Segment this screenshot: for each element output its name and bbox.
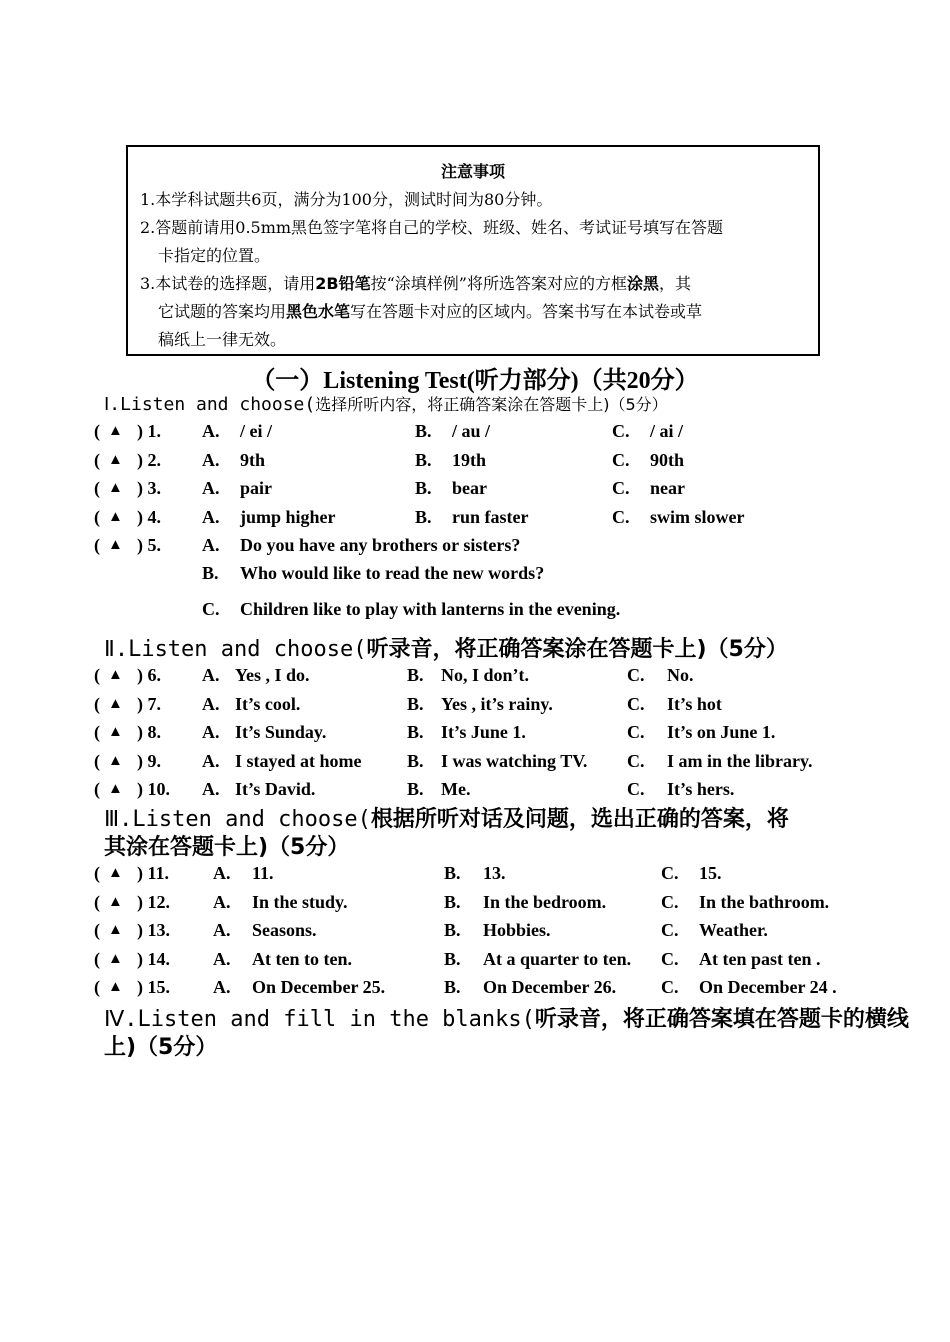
notice-title: 注意事项 <box>440 162 505 181</box>
option-c-label: C. <box>612 449 630 470</box>
option-b-text: It’s June 1. <box>441 722 526 742</box>
option-b-text: run faster <box>452 506 529 527</box>
option-a-text: It’s David. <box>235 779 316 799</box>
question-number: ) 12. <box>137 891 170 912</box>
question-row <box>0 863 950 889</box>
option-b-label: B. <box>407 779 424 799</box>
question-row <box>0 920 950 946</box>
open-paren: ( <box>94 863 100 883</box>
option-a-label: A. <box>213 891 231 912</box>
open-paren: ( <box>94 779 100 799</box>
option-b-text: 19th <box>452 449 487 470</box>
part4-heading-cont: 上)（5分） <box>104 1035 218 1060</box>
option-a-text: It’s Sunday. <box>235 722 327 742</box>
question-row <box>0 665 950 691</box>
option-c-label: C. <box>627 693 645 714</box>
option-c-text: I am in the library. <box>667 750 813 771</box>
notice-item-3-cont: 它试题的答案均用黑色水笔写在答题卡对应的区域内。答案书写在本试卷或草 <box>158 302 703 321</box>
option-a-label: A. <box>202 478 220 498</box>
option-a-text: jump higher <box>240 506 336 527</box>
open-paren: ( <box>94 665 100 685</box>
option-b-label: B. <box>444 920 461 940</box>
option-c-text: In the bathroom. <box>699 891 830 912</box>
question-row <box>0 722 950 748</box>
option-a-label: A. <box>213 948 231 969</box>
option-a-label: A. <box>202 693 220 714</box>
open-paren: ( <box>94 750 100 771</box>
option-c-text: near <box>650 478 685 498</box>
option-c-label: C. <box>627 779 645 799</box>
option-b-label: B. <box>407 750 424 771</box>
question-number: ) 9. <box>137 750 161 771</box>
question-number: ) 1. <box>137 421 161 441</box>
part4-heading: Ⅳ.Listen and fill in the blanks(听录音，将正确答案填在答题卡的横线 <box>104 1007 909 1032</box>
option-c-text: / ai / <box>650 421 684 441</box>
open-paren: ( <box>94 948 100 969</box>
open-paren: ( <box>94 506 100 527</box>
open-paren: ( <box>94 449 100 470</box>
option-c-label: C. <box>627 722 645 742</box>
question-row <box>0 892 950 918</box>
option-a-label: A. <box>213 863 231 883</box>
option-c-text: 15. <box>699 863 722 883</box>
option-a-text: 9th <box>240 449 266 470</box>
triangle-icon: ▲ <box>108 781 123 797</box>
question-row <box>0 507 950 533</box>
question-number: ) 6. <box>137 665 161 685</box>
option-a-text: / ei / <box>240 421 272 441</box>
option-b-label: B. <box>444 977 461 997</box>
question-row <box>0 478 950 504</box>
triangle-icon: ▲ <box>108 752 123 769</box>
question-row <box>0 949 950 975</box>
question-row <box>0 450 950 476</box>
open-paren: ( <box>94 478 100 498</box>
question-number: ) 4. <box>137 506 161 527</box>
triangle-icon: ▲ <box>108 451 123 468</box>
option-c-label: C. <box>661 977 679 997</box>
option-b-text: On December 26. <box>483 977 617 997</box>
option-a-text: In the study. <box>252 891 348 912</box>
option-b-text: Yes , it’s rainy. <box>441 693 553 714</box>
triangle-icon: ▲ <box>108 508 123 525</box>
option-a-text: On December 25. <box>252 977 386 997</box>
part3-heading: Ⅲ.Listen and choose(根据所听对话及问题，选出正确的答案，将 <box>104 807 789 832</box>
option-a-text: Yes , I do. <box>235 665 310 685</box>
option-a-label: A. <box>202 421 220 441</box>
option-b-text: Me. <box>441 779 471 799</box>
option-b-text: Hobbies. <box>483 920 551 940</box>
part3-heading-cont: 其涂在答题卡上)（5分） <box>104 835 350 860</box>
notice-box <box>126 145 820 356</box>
option-a-text: Seasons. <box>252 920 317 940</box>
question-row <box>0 751 950 777</box>
option-b-label: B. <box>444 891 461 912</box>
option-b-text: No, I don’t. <box>441 665 530 685</box>
option-row: B. Who would like to read the new words? <box>202 563 545 583</box>
option-c-text: Weather. <box>699 920 768 940</box>
option-c-text: It’s hers. <box>667 779 735 799</box>
option-c-label: C. <box>612 478 630 498</box>
option-a-label: A. <box>213 920 231 940</box>
option-c-text: No. <box>667 665 694 685</box>
triangle-icon: ▲ <box>108 695 123 712</box>
option-a-label: A. <box>202 449 220 470</box>
question-number: ) 7. <box>137 693 161 714</box>
option-a-text: pair <box>240 478 273 498</box>
triangle-icon: ▲ <box>108 667 123 683</box>
question-number: ) 8. <box>137 722 161 742</box>
option-b-label: B. <box>415 478 432 498</box>
notice-item-3-end: 稿纸上一律无效。 <box>158 330 287 349</box>
option-b-label: B. <box>415 449 432 470</box>
option-b-text: bear <box>452 478 487 498</box>
notice-item-1: 1.本学科试题共6页，满分为100分，测试时间为80分钟。 <box>140 190 553 209</box>
option-b-label: B. <box>444 948 461 969</box>
triangle-icon: ▲ <box>108 979 123 995</box>
triangle-icon: ▲ <box>108 865 123 881</box>
option-a-label: A. <box>202 506 220 527</box>
notice-item-3: 3.本试卷的选择题，请用2B铅笔按“涂填样例”将所选答案对应的方框涂黑，其 <box>140 274 692 293</box>
triangle-icon: ▲ <box>108 423 123 439</box>
option-b-label: B. <box>407 665 424 685</box>
option-c-label: C. <box>612 506 630 527</box>
open-paren: ( <box>94 891 100 912</box>
option-c-text: At ten past ten . <box>699 948 821 969</box>
option-c-label: C. <box>661 948 679 969</box>
open-paren: ( <box>94 421 100 441</box>
triangle-icon: ▲ <box>108 950 123 967</box>
question-row <box>0 421 950 447</box>
option-c-label: C. <box>612 421 630 441</box>
triangle-icon: ▲ <box>108 922 123 938</box>
option-b-text: At a quarter to ten. <box>483 948 632 969</box>
option-b-label: B. <box>415 506 432 527</box>
option-a-label: A. <box>202 779 220 799</box>
question-number: ) 14. <box>137 948 170 969</box>
question-number: ) 11. <box>137 863 170 883</box>
question-row: ( ▲ ) 5. A. Do you have any brothers or sisters? <box>94 535 521 555</box>
question-number: ) 10. <box>137 779 170 799</box>
notice-item-2-cont: 卡指定的位置。 <box>158 246 271 265</box>
question-number: ) 2. <box>137 449 161 470</box>
triangle-icon: ▲ <box>108 537 123 553</box>
open-paren: ( <box>94 693 100 714</box>
option-c-text: swim slower <box>650 506 745 527</box>
option-c-text: It’s hot <box>667 693 722 714</box>
question-row <box>0 977 950 1003</box>
part1-heading: Ⅰ.Listen and choose(选择所听内容，将正确答案涂在答题卡上)（5分） <box>104 394 668 415</box>
option-c-text: On December 24 . <box>699 977 837 997</box>
section-title: （一）Listening Test(听力部分)（共20分） <box>251 368 699 394</box>
option-a-label: A. <box>202 750 220 771</box>
option-a-label: A. <box>202 665 220 685</box>
option-a-text: I stayed at home <box>235 750 362 771</box>
option-c-label: C. <box>627 665 645 685</box>
option-b-label: B. <box>407 693 424 714</box>
option-b-text: In the bedroom. <box>483 891 607 912</box>
triangle-icon: ▲ <box>108 893 123 910</box>
question-number: ) 13. <box>137 920 170 940</box>
option-b-text: / au / <box>452 421 491 441</box>
part2-heading: Ⅱ.Listen and choose(听录音，将正确答案涂在答题卡上)（5分） <box>104 637 788 662</box>
option-c-text: 90th <box>650 449 685 470</box>
question-number: ) 3. <box>137 478 161 498</box>
option-b-text: I was watching TV. <box>441 750 588 771</box>
option-a-text: It’s cool. <box>235 693 301 714</box>
option-row: C. Children like to play with lanterns in the evening. <box>202 599 621 619</box>
question-row <box>0 694 950 720</box>
option-b-text: 13. <box>483 863 506 883</box>
open-paren: ( <box>94 722 100 742</box>
open-paren: ( <box>94 977 100 997</box>
triangle-icon: ▲ <box>108 480 123 496</box>
question-number: ) 15. <box>137 977 170 997</box>
option-b-label: B. <box>415 421 432 441</box>
option-a-label: A. <box>202 722 220 742</box>
option-b-label: B. <box>444 863 461 883</box>
triangle-icon: ▲ <box>108 724 123 740</box>
option-b-label: B. <box>407 722 424 742</box>
notice-item-2: 2.答题前请用0.5mm黑色签字笔将自己的学校、班级、姓名、考试证号填写在答题 <box>140 218 724 237</box>
option-a-text: At ten to ten. <box>252 948 352 969</box>
option-c-label: C. <box>661 920 679 940</box>
option-c-label: C. <box>661 863 679 883</box>
option-a-text: 11. <box>252 863 274 883</box>
option-c-label: C. <box>627 750 645 771</box>
option-a-label: A. <box>213 977 231 997</box>
option-c-text: It’s on June 1. <box>667 722 776 742</box>
open-paren: ( <box>94 920 100 940</box>
option-c-label: C. <box>661 891 679 912</box>
